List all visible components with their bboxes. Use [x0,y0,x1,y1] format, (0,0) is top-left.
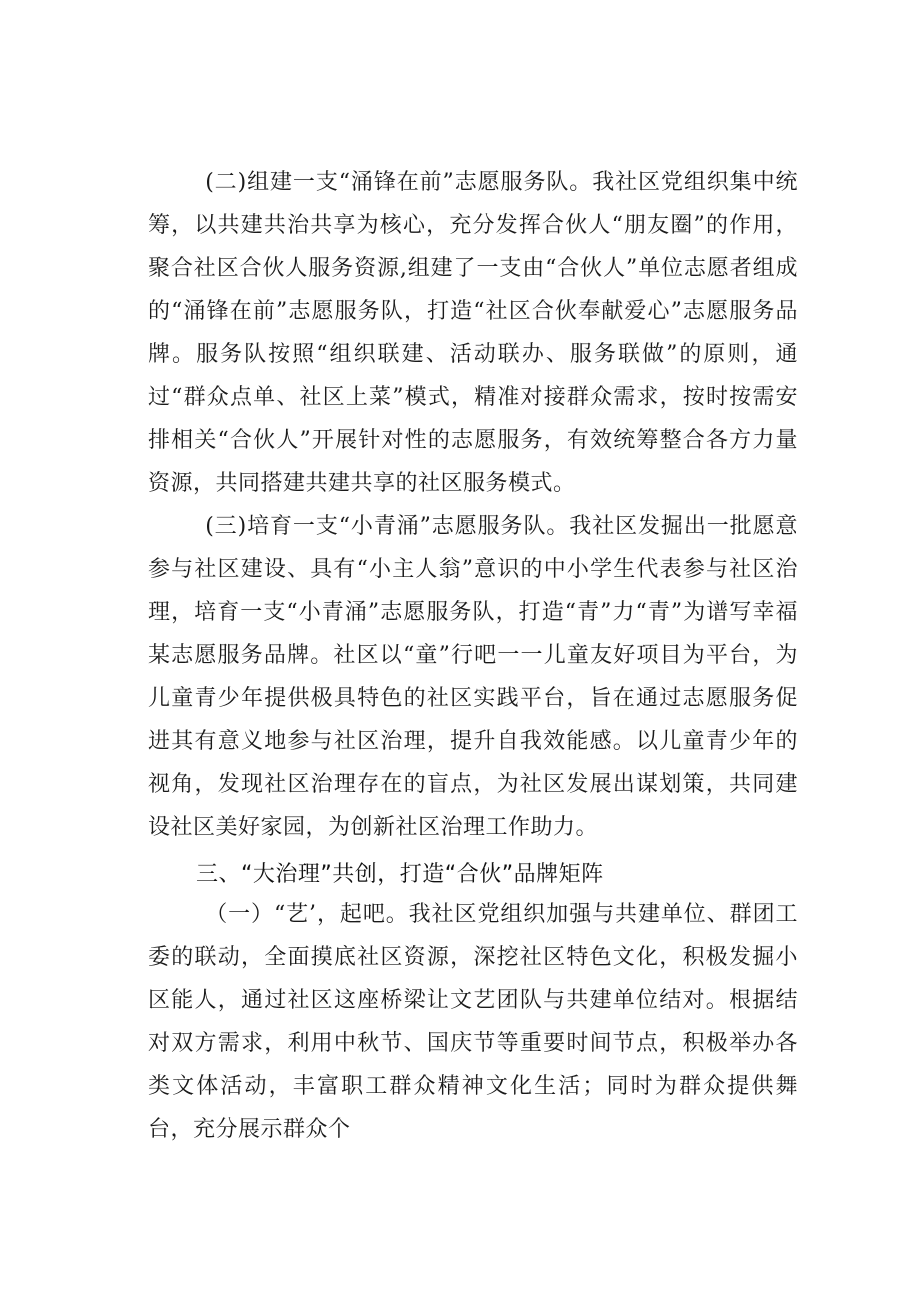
paragraph-volunteer-team-xiaoqingyong: (三)培育一支“小青涌”志愿服务队。我社区发掘出一批愿意参与社区建设、具有“小主人翁”意识的中小学生代表参与社区治理，培育一支“小青涌”志愿服务队，打造“青”力“青”为谱写幸福某志愿服务品牌。社区以“童”行吧一一儿童友好项目为平台，为儿童青少年提供极具特色的社区实践平台，旨在通过志愿服务促进其有意义地参与社区治理，提升自我效能感。以儿童青少年的视角，发现社区治理存在的盲点，为社区发展出谋划策，共同建设社区美好家园，为创新社区治理工作助力。 [148,514,798,840]
paragraph-volunteer-team-yongfeng: (二)组建一支“涌锋在前”志愿服务队。我社区党组织集中统筹，以共建共治共享为核心，充分发挥合伙人“朋友圈”的作用，聚合社区合伙人服务资源,组建了一支由“合伙人”单位志愿者组成的“涌锋在前”志愿服务队，打造“社区合伙奉献爱心”志愿服务品牌。服务队按照“组织联建、活动联办、服务联做”的原则，通过“群众点单、社区上菜”模式，精准对接群众需求，按时按需安排相关“合伙人”开展针对性的志愿服务，有效统筹整合各方力量资源，共同搭建共建共享的社区服务模式。 [148,170,798,496]
section-heading-governance: 三、“大治理”共创，打造“合伙”品牌矩阵 [196,862,604,887]
paragraph-arts-activities: （一）“艺’，起吧。我社区党组织加强与共建单位、群团工委的联动，全面摸底社区资源，深挖社区特色文化，积极发掘小区能人，通过社区这座桥梁让文艺团队与共建单位结对。根据结对双方需求，利用中秋节、国庆节等重要时间节点，积极举办各类文体活动，丰富职工群众精神文化生活；同时为群众提供舞台，充分展示群众个 [148,902,798,1142]
